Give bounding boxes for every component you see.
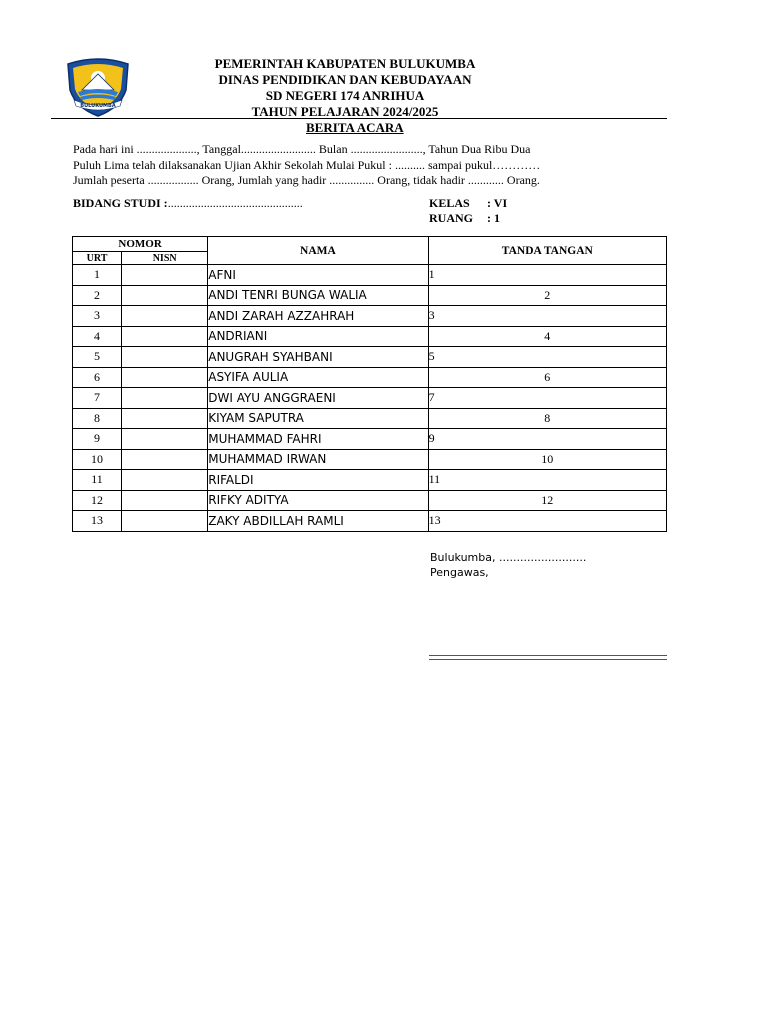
row-signature-slot: 6 (428, 367, 666, 388)
row-number: 3 (73, 306, 122, 327)
table-row (73, 408, 667, 429)
attendance-table (72, 236, 667, 532)
row-student-name: RIFALDI (208, 470, 428, 491)
room-label: RUANG (429, 211, 473, 225)
row-number: 1 (73, 265, 122, 286)
row-student-name: ANDI ZARAH AZZAHRAH (208, 306, 428, 327)
row-nisn (122, 429, 208, 450)
row-signature-slot: 11 (428, 470, 666, 491)
row-number: 6 (73, 367, 122, 388)
header-nisn: NISN (122, 252, 208, 265)
row-student-name: ASYIFA AULIA (208, 367, 428, 388)
table-row (73, 449, 667, 470)
intro-line: Jumlah peserta ................. Orang, Jumlah yang hadir ............... Orang, tidak hadir ............ Orang. (73, 173, 540, 187)
row-nisn (122, 285, 208, 306)
row-number: 12 (73, 490, 122, 511)
table-row (73, 347, 667, 368)
row-number: 13 (73, 511, 122, 532)
row-signature-slot: 13 (428, 511, 666, 532)
row-student-name: MUHAMMAD IRWAN (208, 449, 428, 470)
row-student-name: AFNI (208, 265, 428, 286)
header-line-government: PEMERINTAH KABUPATEN BULUKUMBA (214, 56, 476, 71)
signature-line (429, 655, 667, 660)
intro-line: Pada hari ini ...................., Tanggal......................... Bulan ........................, Tahun Dua Ribu Dua (73, 142, 531, 156)
intro-paragraph (73, 142, 673, 189)
class-label: KELAS (429, 196, 470, 210)
table-row (73, 470, 667, 491)
row-student-name: DWI AYU ANGGRAENI (208, 388, 428, 409)
row-nisn (122, 490, 208, 511)
row-nisn (122, 388, 208, 409)
row-student-name: RIFKY ADITYA (208, 490, 428, 511)
table-row (73, 265, 667, 286)
row-signature-slot: 9 (428, 429, 666, 450)
room-value: : 1 (487, 211, 500, 225)
row-number: 4 (73, 326, 122, 347)
row-nisn (122, 306, 208, 327)
header-line-school: SD NEGERI 174 ANRIHUA (265, 88, 425, 103)
header-nama: NAMA (208, 237, 428, 265)
row-nisn (122, 347, 208, 368)
row-number: 5 (73, 347, 122, 368)
table-row (73, 429, 667, 450)
row-number: 10 (73, 449, 122, 470)
header-nomor: NOMOR (73, 237, 208, 252)
letterhead (150, 56, 540, 120)
row-signature-slot: 4 (428, 326, 666, 347)
row-signature-slot: 1 (428, 265, 666, 286)
subject-label: BIDANG STUDI : (73, 196, 168, 210)
row-number: 9 (73, 429, 122, 450)
table-row (73, 490, 667, 511)
row-signature-slot: 10 (428, 449, 666, 470)
row-signature-slot: 5 (428, 347, 666, 368)
signature-role: Pengawas, (430, 566, 489, 579)
header-tanda-tangan: TANDA TANGAN (428, 237, 666, 265)
row-number: 8 (73, 408, 122, 429)
row-signature-slot: 2 (428, 285, 666, 306)
row-student-name: ANDRIANI (208, 326, 428, 347)
header-line-department: DINAS PENDIDIKAN DAN KEBUDAYAAN (218, 72, 472, 87)
class-value: : VI (487, 196, 508, 210)
row-signature-slot: 12 (428, 490, 666, 511)
class-room-info (429, 196, 507, 226)
subject-value: ............................................. (167, 196, 303, 210)
row-nisn (122, 449, 208, 470)
header-divider (51, 118, 667, 119)
row-nisn (122, 265, 208, 286)
row-signature-slot: 8 (428, 408, 666, 429)
row-nisn (122, 470, 208, 491)
row-student-name: ANDI TENRI BUNGA WALIA (208, 285, 428, 306)
row-nisn (122, 408, 208, 429)
table-row (73, 306, 667, 327)
row-number: 11 (73, 470, 122, 491)
header-line-year: TAHUN PELAJARAN 2024/2025 (251, 104, 439, 119)
table-row (73, 511, 667, 532)
header-urt: URT (73, 252, 122, 265)
row-nisn (122, 511, 208, 532)
table-row (73, 326, 667, 347)
document-title: BERITA ACARA (306, 120, 404, 135)
signature-block (430, 550, 586, 580)
row-signature-slot: 7 (428, 388, 666, 409)
intro-line: Puluh Lima telah dilaksanakan Ujian Akhir Sekolah Mulai Pukul : .......... sampai pukul………… (73, 157, 541, 172)
signature-place-date: Bulukumba, ......................... (430, 551, 587, 564)
row-student-name: MUHAMMAD FAHRI (208, 429, 428, 450)
row-student-name: ANUGRAH SYAHBANI (208, 347, 428, 368)
regency-logo (64, 56, 132, 118)
row-nisn (122, 326, 208, 347)
row-student-name: KIYAM SAPUTRA (208, 408, 428, 429)
row-signature-slot: 3 (428, 306, 666, 327)
table-row (73, 367, 667, 388)
table-row (73, 285, 667, 306)
svg-text:BULUKUMBA: BULUKUMBA (80, 103, 116, 109)
row-number: 2 (73, 285, 122, 306)
table-row (73, 388, 667, 409)
subject-field (73, 196, 303, 211)
row-student-name: ZAKY ABDILLAH RAMLI (208, 511, 428, 532)
row-nisn (122, 367, 208, 388)
row-number: 7 (73, 388, 122, 409)
